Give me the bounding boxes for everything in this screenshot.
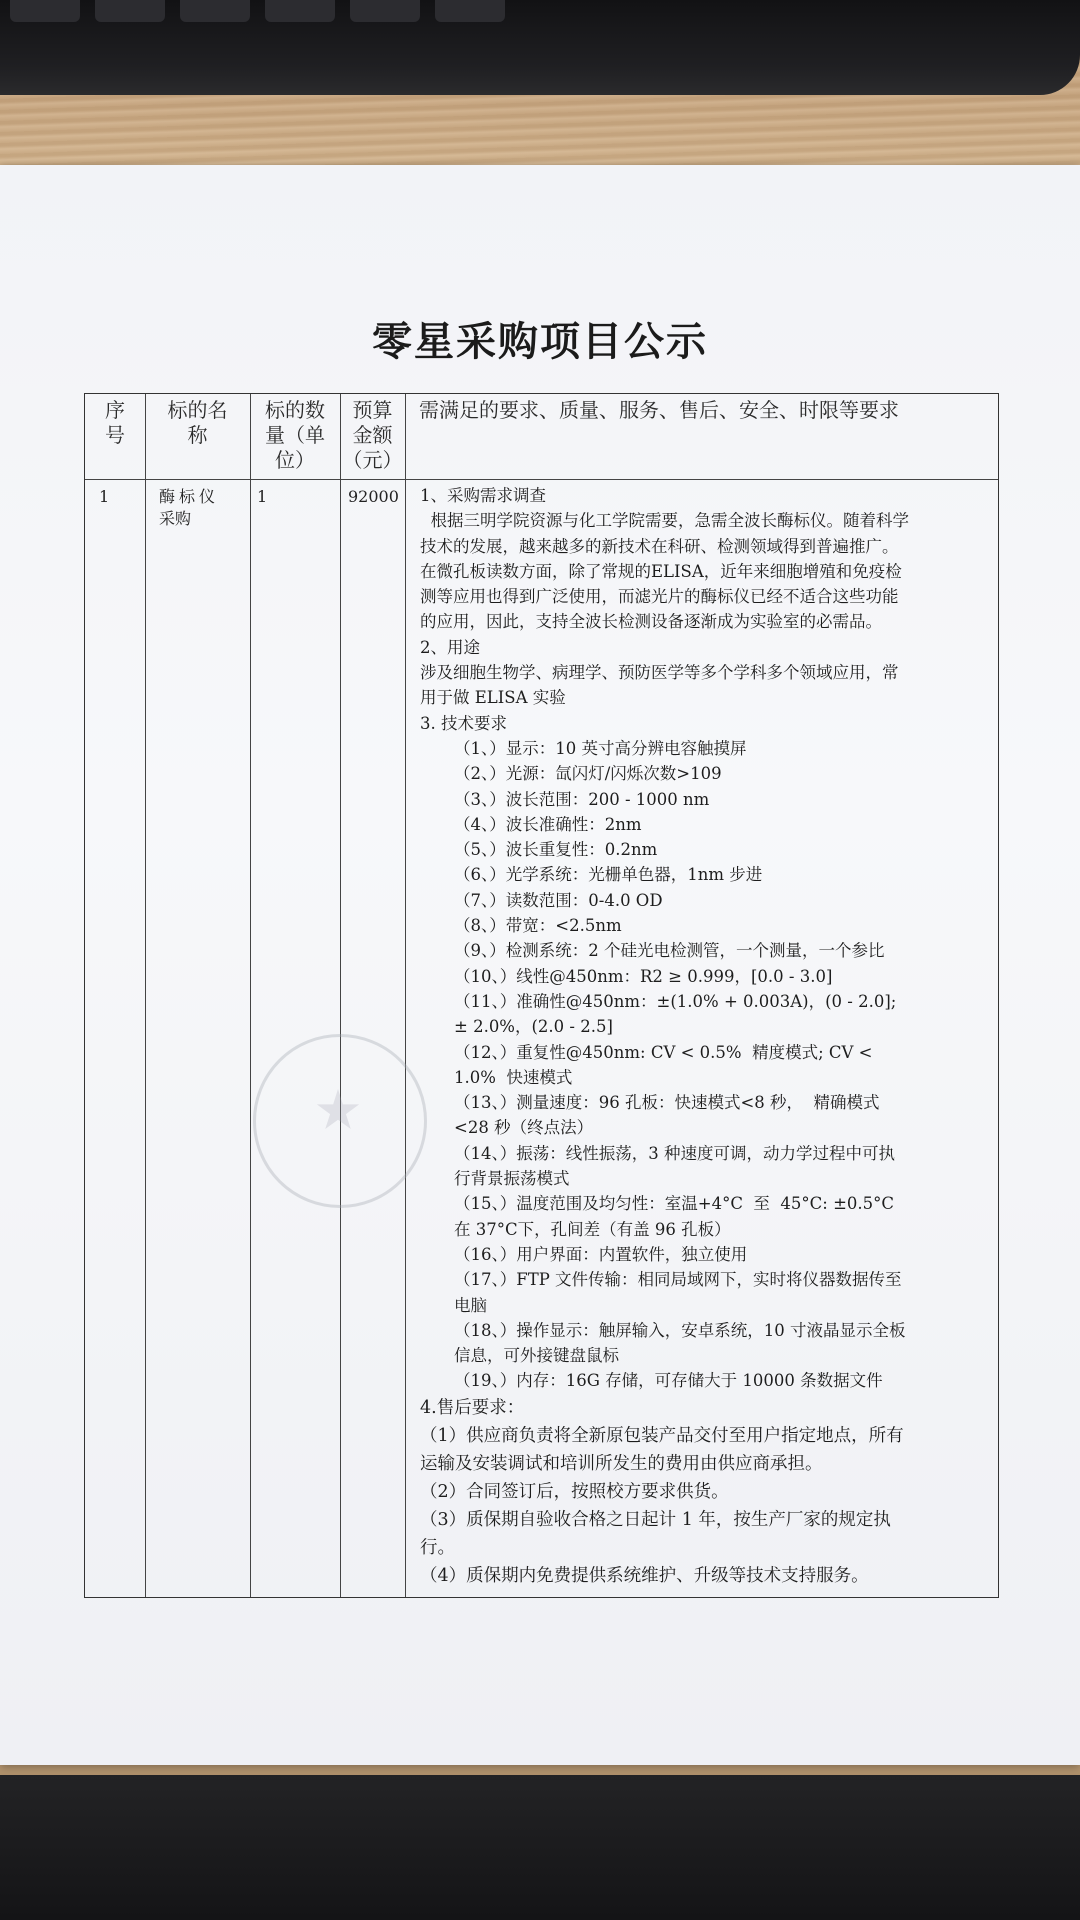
requirement-line: （2、）光源：氙闪灯/闪烁次数>109 (454, 764, 722, 784)
requirements-content (420, 483, 910, 1590)
requirement-line: （2）合同签订后，按照校方要求供货。 (420, 1481, 729, 1502)
requirement-line: （19、）内存：16G 存储，可存储大于 10000 条数据文件 (454, 1371, 883, 1391)
header-no: 序 号 (105, 398, 125, 447)
requirement-line: （11、）准确性@450nm：±(1.0% + 0.003A)，(0 - 2.0];± 2.0%，(2.0 - 2.5] (454, 991, 897, 1037)
requirement-line: 2、用途 (420, 637, 480, 657)
requirement-line: 4.售后要求： (420, 1397, 525, 1418)
header-item-name: 标的名 称 (167, 398, 228, 447)
requirement-line: （9、）检测系统：2 个硅光电检测管，一个测量，一个参比 (454, 941, 885, 961)
dark-floor (0, 1775, 1080, 1920)
requirement-line: （6、）光学系统：光栅单色器，1nm 步进 (454, 865, 763, 885)
requirement-line: （12、）重复性@450nm: CV < 0.5% 精度模式; CV < 1.0% 快速模式 (454, 1042, 878, 1087)
requirement-line: （3、）波长范围：200 - 1000 nm (454, 789, 710, 809)
requirement-line: 根据三明学院资源与化工学院需要，急需全波长酶标仪。随着科学技术的发展，越来越多的新技术在科研、检测领域得到普遍推广。在微孔板读数方面，除了常规的ELISA，近年来细胞增殖和免疫检测等应用也得到广泛使用，而滤光片的酶标仪已经不适合这些功能的应用，因此，支持全波长检测设备逐渐成为实验室的必需品。 (420, 511, 909, 632)
requirement-line: （1）供应商负责将全新原包装产品交付至用户指定地点，所有运输及安装调试和培训所发生的费用由供应商承担。 (420, 1425, 904, 1474)
requirement-line: （17、）FTP 文件传输：相同局域网下，实时将仪器数据传至电脑 (454, 1270, 902, 1315)
official-seal (253, 1034, 427, 1208)
requirement-line: （3）质保期自验收合格之日起计 1 年，按生产厂家的规定执行。 (420, 1509, 891, 1558)
header-quantity: 标的数 量（单 位） (265, 398, 325, 472)
requirement-line: （13、）测量速度：96 孔板：快速模式<8 秒， 精确模式<28 秒（终点法） (454, 1093, 880, 1138)
row-no: 1 (99, 487, 110, 506)
row-quantity: 1 (257, 487, 268, 506)
keyboard (0, 0, 1080, 95)
row-budget: 92000 (348, 487, 399, 506)
requirement-line: 3. 技术要求 (420, 713, 507, 733)
requirement-line: （10、）线性@450nm：R2 ≥ 0.999，[0.0 - 3.0] (454, 966, 833, 986)
header-budget: 预算 金额 （元） (342, 398, 403, 472)
requirement-line: 1、采购需求调查 (420, 486, 546, 505)
requirement-line: （4、）波长准确性：2nm (454, 814, 642, 834)
requirement-line: （16、）用户界面：内置软件，独立使用 (454, 1244, 748, 1264)
requirement-line: （1、）显示：10 英寸高分辨电容触摸屏 (454, 738, 747, 758)
requirement-line: （14、）振荡：线性振荡，3 种速度可调，动力学过程中可执行背景振荡模式 (454, 1143, 895, 1189)
requirement-line: （4）质保期内免费提供系统维护、升级等技术支持服务。 (420, 1565, 869, 1586)
requirement-line: （7、）读数范围：0-4.0 OD (454, 890, 663, 910)
document-title: 零星采购项目公示 (372, 319, 708, 365)
requirement-line: （8、）带宽：<2.5nm (454, 916, 622, 936)
header-requirements: 需满足的要求、质量、服务、售后、安全、时限等要求 (419, 398, 899, 422)
requirement-line: （5、）波长重复性：0.2nm (454, 840, 658, 860)
requirement-line: 涉及细胞生物学、病理学、预防医学等多个学科多个领域应用，常用于做 ELISA 实验 (420, 663, 899, 708)
requirement-line: （18、）操作显示：触屏输入，安卓系统，10 寸液晶显示全板信息，可外接键盘鼠标 (454, 1320, 906, 1366)
requirement-line: （15、）温度范围及均匀性：室温+4°C 至 45°C: ±0.5°C在 37°C下，孔间差（有盖 96 孔板） (454, 1194, 895, 1239)
row-item-name: 酶标仪 采购 (159, 487, 220, 528)
